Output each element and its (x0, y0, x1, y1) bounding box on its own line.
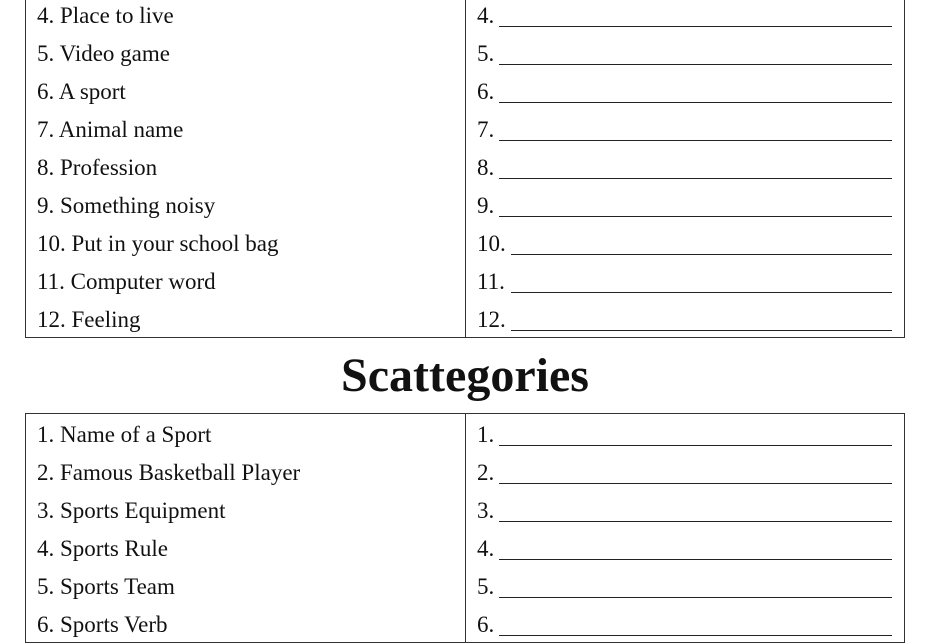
worksheet-title: Scattegories (341, 349, 589, 402)
answer-number: 7. (477, 117, 495, 142)
category-label: 11. Computer word (37, 269, 216, 294)
answer-number: 6. (477, 79, 495, 104)
answer-line[interactable] (499, 597, 892, 598)
answer-number: 12. (477, 307, 506, 332)
category-label: 5. Sports Team (37, 574, 175, 599)
answer-number: 11. (477, 269, 505, 294)
answer-number: 3. (477, 498, 495, 523)
category-label: 12. Feeling (37, 307, 141, 332)
answer-line[interactable] (499, 64, 892, 65)
answer-number: 5. (477, 574, 495, 599)
category-label: 4. Place to live (37, 3, 174, 28)
table-row (26, 111, 904, 149)
table-row (26, 492, 904, 530)
table-row (26, 149, 904, 187)
answer-line[interactable] (499, 521, 892, 522)
worksheet1-table (25, 0, 905, 338)
answer-number: 5. (477, 41, 495, 66)
table-row (26, 530, 904, 568)
table-row (26, 263, 904, 301)
table-row (26, 454, 904, 492)
table-row (26, 606, 904, 644)
category-label: 2. Famous Basketball Player (37, 460, 301, 485)
answer-number: 4. (477, 3, 495, 28)
worksheet2-table (25, 413, 905, 643)
table-row (26, 301, 904, 339)
table-row (26, 568, 904, 606)
answer-line[interactable] (499, 140, 892, 141)
answer-number: 1. (477, 422, 495, 447)
answer-line[interactable] (499, 559, 892, 560)
answer-number: 10. (477, 231, 506, 256)
category-label: 8. Profession (37, 155, 158, 180)
category-label: 5. Video game (37, 41, 170, 66)
category-label: 9. Something noisy (37, 193, 216, 218)
table-row (26, 225, 904, 263)
category-label: 10. Put in your school bag (37, 231, 279, 256)
table-row (26, 0, 904, 35)
answer-line[interactable] (499, 102, 892, 103)
answer-number: 6. (477, 612, 495, 637)
answer-line[interactable] (499, 445, 892, 446)
answer-number: 2. (477, 460, 495, 485)
table-row (26, 416, 904, 454)
answer-line[interactable] (499, 635, 892, 636)
category-label: 3. Sports Equipment (37, 498, 226, 523)
category-label: 7. Animal name (37, 117, 184, 142)
answer-line[interactable] (499, 216, 892, 217)
answer-line[interactable] (511, 254, 892, 255)
answer-number: 8. (477, 155, 495, 180)
category-label: 1. Name of a Sport (37, 422, 212, 447)
answer-line[interactable] (511, 330, 892, 331)
answer-line[interactable] (499, 26, 892, 27)
category-label: 6. Sports Verb (37, 612, 168, 637)
answer-line[interactable] (499, 178, 892, 179)
answer-number: 9. (477, 193, 495, 218)
category-label: 6. A sport (37, 79, 126, 104)
category-label: 4. Sports Rule (37, 536, 168, 561)
table-row (26, 187, 904, 225)
answer-line[interactable] (511, 292, 892, 293)
table-row (26, 73, 904, 111)
table-row (26, 35, 904, 73)
answer-number: 4. (477, 536, 495, 561)
answer-line[interactable] (499, 483, 892, 484)
